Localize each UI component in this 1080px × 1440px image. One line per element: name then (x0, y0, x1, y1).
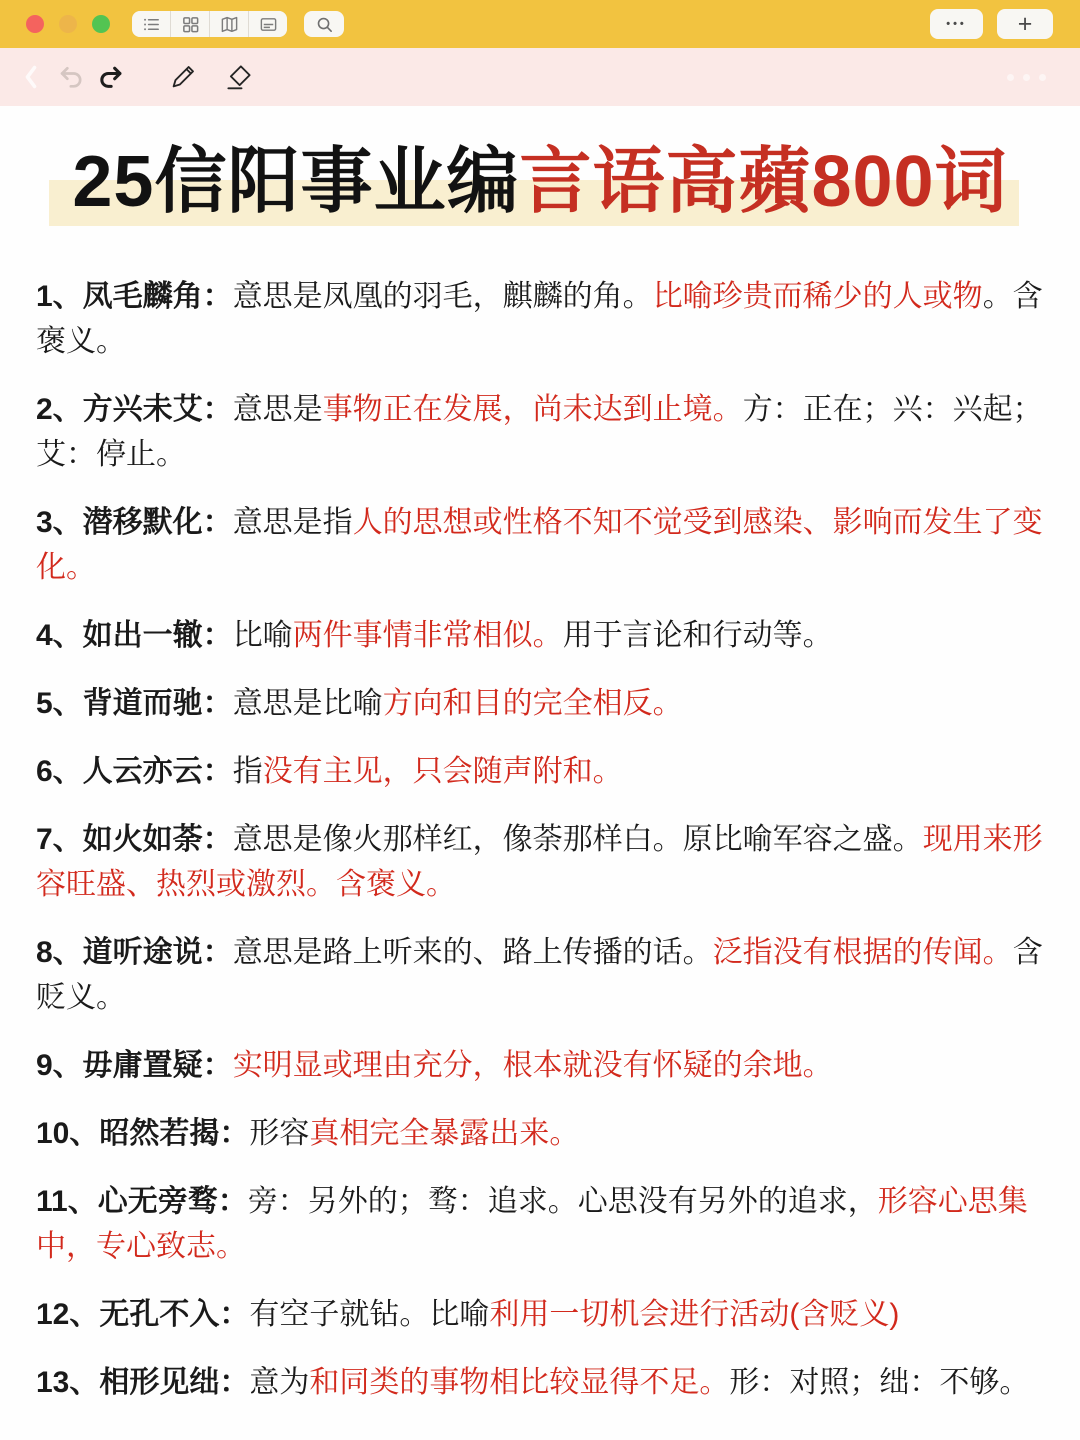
close-button[interactable] (26, 15, 44, 33)
back-button[interactable] (16, 64, 46, 90)
definition-highlight-text: 没有主见，只会随声附和。 (262, 755, 623, 788)
idiom-name: 13、相形见绌： (36, 1366, 250, 1399)
minimize-button[interactable] (59, 15, 77, 33)
eraser-tool-button[interactable] (224, 62, 254, 92)
definition-highlight-text: 方向和目的完全相反。 (382, 687, 683, 720)
idiom-name: 8、道听途说： (36, 936, 233, 969)
idiom-name: 2、方兴未艾： (36, 393, 233, 426)
map-view-button[interactable] (210, 11, 248, 37)
list-item (36, 1360, 1044, 1405)
titlebar (0, 0, 1080, 48)
definition-highlight-text: 人的思想或性格不知不觉受到感染、影响而发生了变化。 (36, 506, 1043, 584)
idiom-name: 4、如出一辙： (36, 619, 233, 652)
definition-text: 指 (232, 755, 263, 788)
redo-button[interactable] (96, 63, 124, 91)
idiom-name: 5、背道而驰： (36, 687, 233, 720)
view-switcher (132, 11, 287, 37)
card-view-button[interactable] (249, 11, 287, 37)
grid-view-button[interactable] (171, 11, 209, 37)
undo-icon (58, 63, 86, 91)
new-note-button[interactable]: + (997, 9, 1053, 39)
definition-highlight-text: 泛指没有根据的传闻。 (712, 936, 1013, 969)
definition-text: 意为 (249, 1366, 310, 1399)
eraser-icon (224, 62, 254, 92)
definition-highlight-text: 比喻珍贵而稀少的人或物 (652, 280, 983, 313)
magnifier-icon (315, 15, 334, 34)
page-title (0, 142, 1080, 222)
definition-text: 意思是比喻 (232, 687, 383, 720)
definition-text: 旁：另外的；骛：追求。心思没有另外的追求， (247, 1185, 878, 1218)
traffic-lights (26, 15, 110, 33)
back-chevron-icon (20, 64, 42, 90)
edit-toolbar (0, 48, 1080, 106)
definition-text: 。含褒义。 (36, 280, 1043, 358)
undo-button[interactable] (58, 63, 86, 91)
definition-text: 有空子就钻。比喻 (249, 1298, 490, 1331)
definition-highlight-text: 事物正在发展，尚未达到止境。 (322, 393, 743, 426)
definition-text: 比喻 (232, 619, 293, 652)
pen-tool-button[interactable] (168, 62, 198, 92)
definition-text: 意思是凤凰的羽毛，麒麟的角。 (232, 280, 653, 313)
definition-highlight-text: 形容心思集中，专心致志。 (36, 1185, 1028, 1263)
definition-text: 意思是 (232, 393, 323, 426)
list-item (36, 274, 1044, 364)
list-item (36, 387, 1044, 477)
definition-highlight-text: 两件事情非常相似。 (292, 619, 563, 652)
more-button[interactable]: ••• (930, 9, 983, 39)
card-icon (259, 15, 278, 34)
definition-text: 方：正在；兴：兴起；艾：停止。 (36, 393, 1043, 471)
pencil-icon (168, 62, 198, 92)
title-red-text: 言语高蘋800词 (519, 142, 1008, 222)
definition-text: 形容 (249, 1117, 310, 1150)
list-item (36, 681, 1044, 726)
list-item (36, 500, 1044, 590)
search-button[interactable] (304, 11, 344, 37)
idiom-name: 7、如火如荼： (36, 823, 233, 856)
list-view-button[interactable] (132, 11, 170, 37)
idiom-name: 12、无孔不入： (36, 1298, 250, 1331)
list-item (36, 1111, 1044, 1156)
list-item (36, 613, 1044, 658)
definition-highlight-text: 真相完全暴露出来。 (309, 1117, 580, 1150)
definition-text: 含贬义。 (36, 936, 1043, 1014)
definition-highlight-text: 利用一切机会进行活动(含贬义) (489, 1298, 900, 1331)
fullscreen-button[interactable] (92, 15, 110, 33)
list-item (36, 749, 1044, 794)
list-icon (142, 15, 161, 34)
definition-highlight-text: 现用来形容旺盛、热烈或激烈。含褒义。 (36, 823, 1043, 901)
idiom-name: 3、潜移默化： (36, 506, 233, 539)
definition-text: 意思是像火那样红，像荼那样白。原比喻军容之盛。 (232, 823, 923, 856)
grid-icon (181, 15, 200, 34)
list-item (36, 930, 1044, 1020)
idiom-name: 11、心无旁骛： (36, 1185, 248, 1218)
list-item (36, 1043, 1044, 1088)
title-black-text: 25信阳事业编 (72, 142, 520, 222)
list-item (36, 1292, 1044, 1337)
idiom-name: 1、凤毛麟角： (36, 280, 233, 313)
definition-text: 用于言论和行动等。 (562, 619, 833, 652)
definition-text: 意思是路上听来的、路上传播的话。 (232, 936, 713, 969)
definition-highlight-text: 实明显或理由充分，根本就没有怀疑的余地。 (232, 1049, 833, 1082)
redo-icon (96, 63, 124, 91)
vocab-list (36, 274, 1044, 1405)
note-page (0, 106, 1080, 1440)
idiom-name: 9、毋庸置疑： (36, 1049, 233, 1082)
definition-text: 意思是指 (232, 506, 353, 539)
more-dots-icon[interactable] (1007, 74, 1046, 81)
idiom-name: 6、人云亦云： (36, 755, 233, 788)
idiom-name: 10、昭然若揭： (36, 1117, 250, 1150)
list-item (36, 817, 1044, 907)
map-icon (220, 15, 239, 34)
definition-highlight-text: 和同类的事物相比较显得不足。 (309, 1366, 730, 1399)
definition-text: 形：对照；绌：不够。 (729, 1366, 1030, 1399)
list-item (36, 1179, 1044, 1269)
